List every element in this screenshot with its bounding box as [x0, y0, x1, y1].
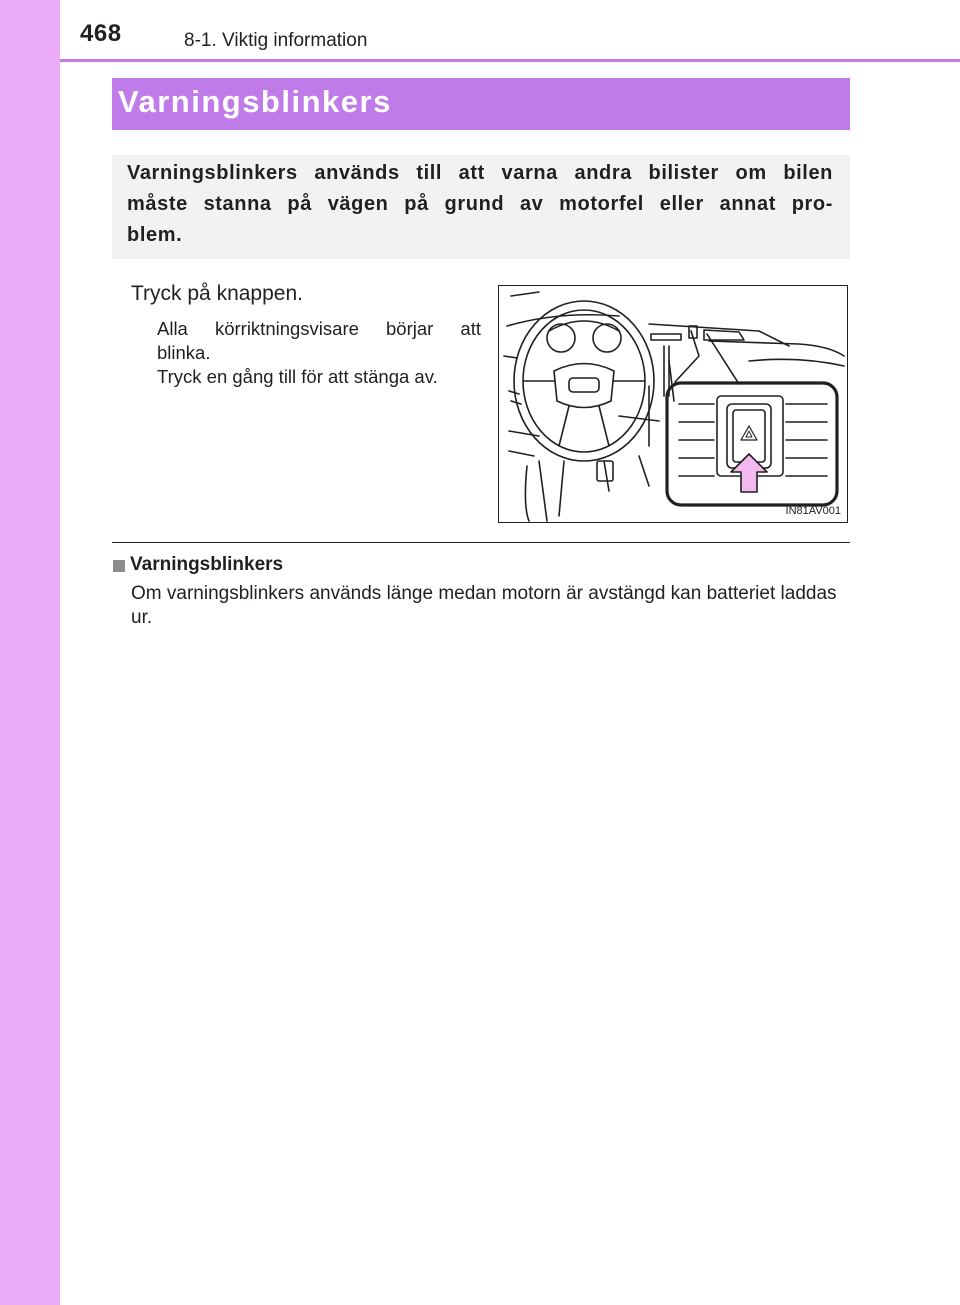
- step-detail: [157, 317, 481, 389]
- side-color-strip: [0, 0, 60, 1305]
- step-instruction: Tryck på knappen.: [131, 282, 303, 305]
- step-detail-line: blinka.: [157, 342, 211, 363]
- intro-text: Varningsblinkers används till att varna andra bilister om bilen måste stanna på vägen på grund av motorfel eller annat pro-blem.: [127, 162, 833, 246]
- note-body: Om varningsblinkers används länge medan motorn är avstängd kan batteriet laddas ur.: [131, 583, 837, 628]
- note-title: Varningsblinkers: [130, 554, 284, 575]
- title-bar: [112, 78, 850, 130]
- step-detail-line: Tryck en gång till för att stänga av.: [157, 366, 438, 387]
- arrow-up-icon: [731, 454, 767, 492]
- page-number: 468: [80, 20, 122, 47]
- header-rule: [60, 59, 960, 62]
- square-bullet-icon: [113, 560, 125, 572]
- section-heading: 8-1. Viktig information: [184, 30, 368, 51]
- dashboard-drawing: [499, 286, 848, 523]
- figure-code: IN81AV001: [785, 505, 841, 517]
- step-detail-line: Alla körriktningsvisare börjar att: [157, 318, 481, 339]
- dashboard-illustration: [498, 285, 848, 523]
- intro-box: [112, 155, 850, 259]
- section-divider: [112, 542, 850, 543]
- page-title: Varningsblinkers: [118, 84, 392, 119]
